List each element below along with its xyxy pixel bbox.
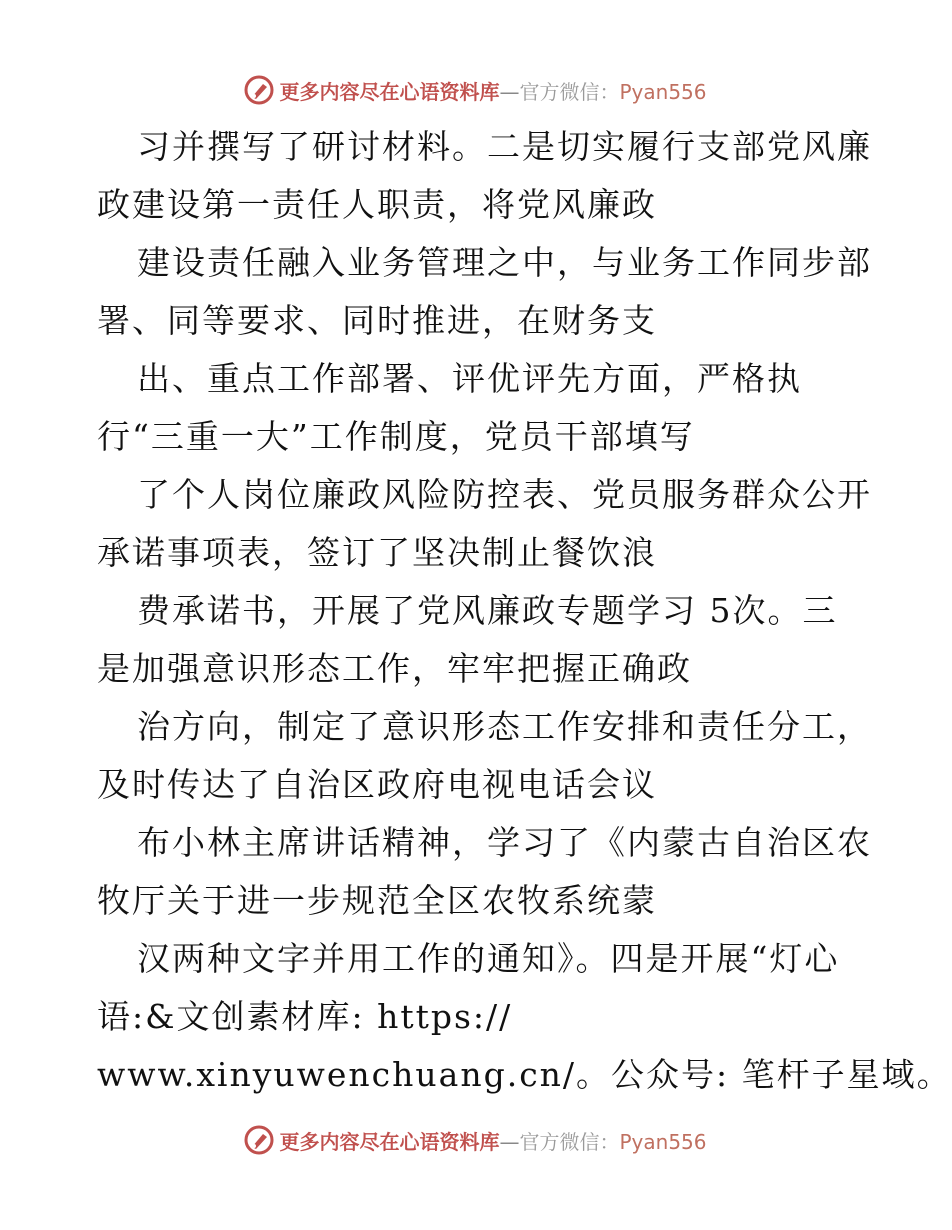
footer-watermark bbox=[0, 1120, 950, 1160]
text-line: 承诺事项表，签订了坚决制止餐饮浪 bbox=[97, 533, 657, 572]
text-line: 汉两种文字并用工作的通知》。四是开展“灯心 bbox=[137, 939, 840, 978]
watermark-official-label: 官方微信： bbox=[519, 1129, 620, 1154]
text-line: 政建设第一责任人职责，将党风廉政 bbox=[97, 185, 657, 224]
document-body bbox=[97, 118, 952, 1104]
watermark-dash: — bbox=[499, 79, 520, 104]
text-line: www.xinyuwenchuang.cn/。公众号: 笔杆子星域。 bbox=[97, 1055, 952, 1094]
text-line: 治方向，制定了意识形态工作安排和责任分工， bbox=[137, 707, 872, 746]
watermark-wechat-id: Pyan556 bbox=[619, 1129, 707, 1154]
pen-circle-icon bbox=[243, 74, 275, 106]
text-line: 及时传达了自治区政府电视电话会议 bbox=[97, 765, 657, 804]
text-line: 牧厅关于进一步规范全区农牧系统蒙 bbox=[97, 881, 657, 920]
pen-circle-icon bbox=[243, 1124, 275, 1156]
text-line: 语:&文创素材库: https:// bbox=[97, 997, 513, 1036]
text-line: 是加强意识形态工作，牢牢把握正确政 bbox=[97, 649, 692, 688]
text-line: 习并撰写了研讨材料。二是切实履行支部党风廉 bbox=[137, 127, 872, 166]
watermark-wechat-id: Pyan556 bbox=[619, 79, 707, 104]
text-line: 了个人岗位廉政风险防控表、党员服务群众公开 bbox=[137, 475, 872, 514]
header-watermark bbox=[0, 70, 950, 110]
text-line: 费承诺书，开展了党风廉政专题学习 5次。三 bbox=[137, 591, 838, 630]
text-line: 行“三重一大”工作制度，党员干部填写 bbox=[97, 417, 695, 456]
watermark-main: 更多内容尽在心语资料库 bbox=[279, 79, 500, 104]
watermark-text bbox=[279, 1126, 706, 1155]
text-line: 建设责任融入业务管理之中，与业务工作同步部 bbox=[137, 243, 872, 282]
watermark-main: 更多内容尽在心语资料库 bbox=[279, 1129, 500, 1154]
text-line: 布小林主席讲话精神，学习了《内蒙古自治区农 bbox=[137, 823, 872, 862]
text-line: 出、重点工作部署、评优评先方面，严格执 bbox=[137, 359, 802, 398]
watermark-dash: — bbox=[499, 1129, 520, 1154]
watermark-official-label: 官方微信： bbox=[519, 79, 620, 104]
text-line: 署、同等要求、同时推进，在财务支 bbox=[97, 301, 657, 340]
watermark-text bbox=[279, 76, 706, 105]
